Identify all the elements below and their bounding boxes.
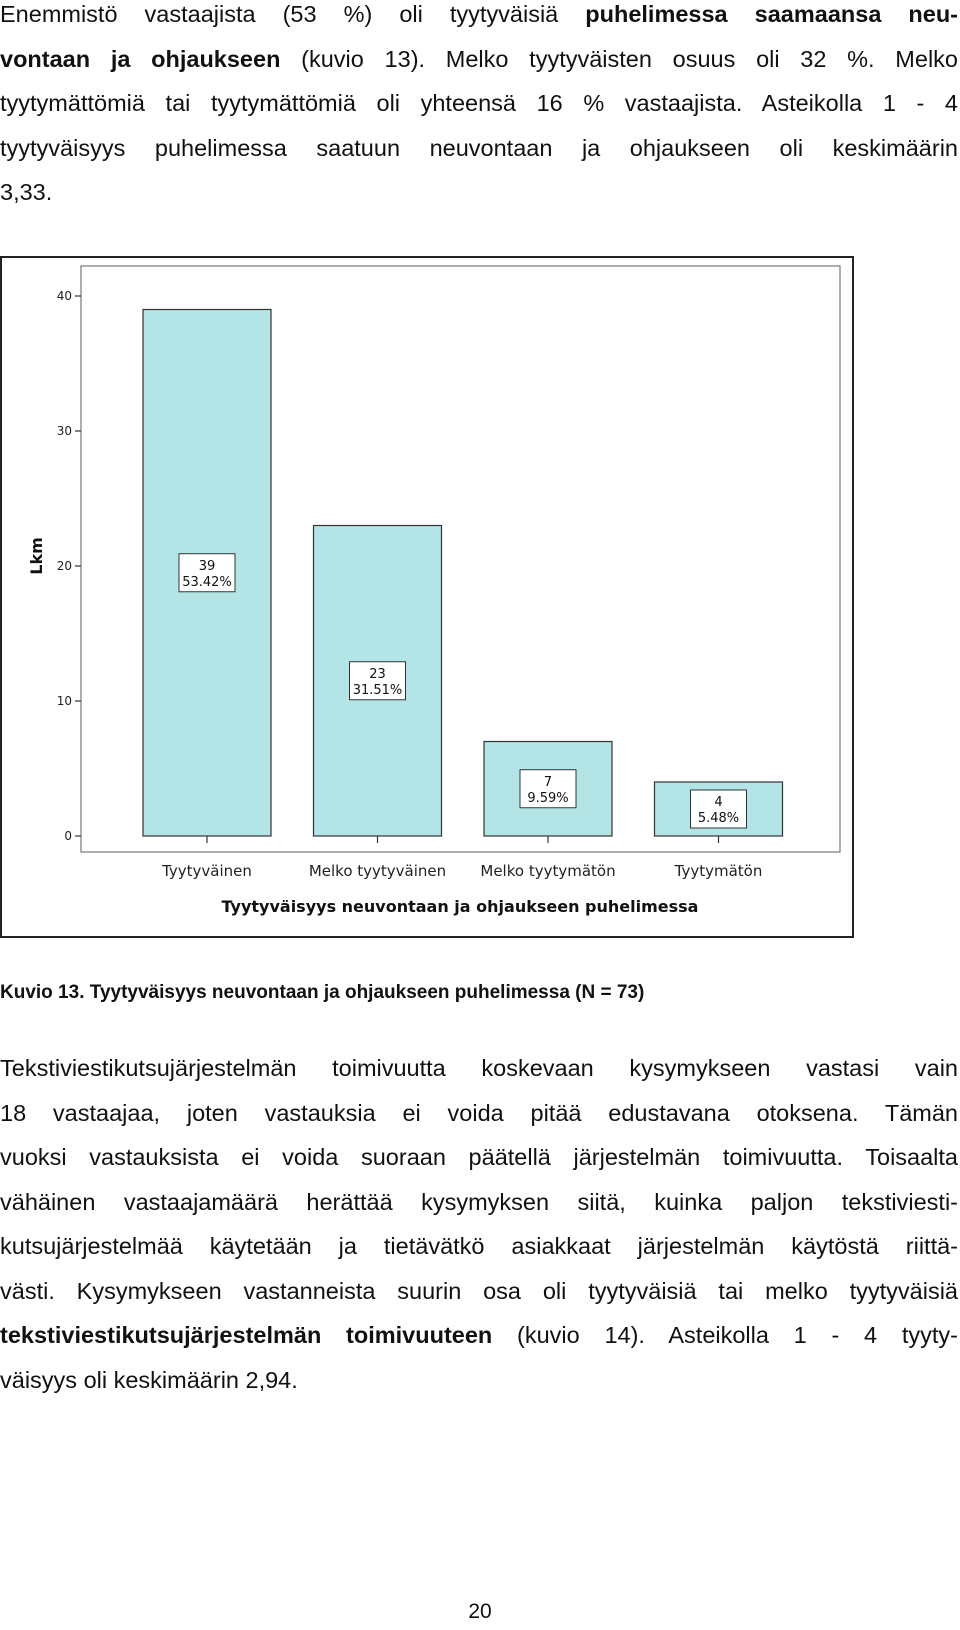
text-line [0,1313,958,1358]
text-line [0,1269,958,1314]
text-line [0,37,958,82]
bar-chart [2,258,852,936]
text-line [0,126,958,171]
data-label-percent: 53.42% [182,574,232,590]
figure-frame [0,256,854,938]
bold-text: puhelimessa saamaansa neu- [585,1,959,27]
page-number: 20 [468,1600,492,1623]
data-label-percent: 9.59% [527,790,569,806]
y-tick-label: 40 [56,289,72,303]
text-line [0,1180,958,1225]
text-line [0,1224,958,1269]
data-label-count: 4 [714,795,723,810]
text-segment: vähäinen vastaajamäärä herättää kysymyksen siitä, kuinka paljon tekstiviesti- [0,1188,958,1215]
text-segment: kutsujärjestelmää käytetään ja tietävätkö asiakkaat järjestelmän käytöstä riittä- [0,1233,958,1259]
x-tick-label: Melko tyytyväinen [308,862,447,880]
data-label-count: 23 [369,666,386,682]
text-line [0,1046,958,1091]
y-tick-label: 10 [56,694,72,708]
text-segment: väisyys oli keskimäärin 2,94. [0,1366,298,1393]
body-paragraph [0,1046,958,1402]
y-tick-label: 20 [56,559,72,573]
data-label-percent: 5.48% [697,811,740,826]
text-segment: tyytyväisyys puhelimessa saatuun neuvontaan ja ohjaukseen oli keskimäärin [0,134,958,161]
text-segment: tyytymättömiä tai tyytymättömiä oli yhteensä 16 % vastaajista. Asteikolla 1 - 4 [0,90,958,116]
text-line [0,81,958,126]
x-tick-label: Melko tyytymätön [480,862,616,880]
text-segment: (kuvio 13). Melko tyytyväisten osuus oli 32 %. Melko [280,45,958,72]
y-tick-label: 0 [64,829,72,843]
text-line [0,170,958,215]
text-line [0,1358,958,1403]
data-label-count: 7 [543,774,553,790]
bold-text: tekstiviestikutsujärjestelmän toimivuuteen [0,1322,493,1348]
data-label-percent: 31.51% [352,682,403,698]
intro-paragraph [0,0,958,215]
text-line [0,0,958,37]
text-segment: vuoksi vastauksista ei voida suoraan päätellä järjestelmän toimivuutta. Toisaalta [0,1144,958,1170]
x-axis-label: Tyytyväisyys neuvontaan ja ohjaukseen puhelimessa [221,897,699,916]
text-segment: (kuvio 14). Asteikolla 1 - 4 tyyty- [492,1322,958,1348]
y-axis [57,289,81,843]
figure-caption: Kuvio 13. Tyytyväisyys neuvontaan ja ohjaukseen puhelimessa (N = 73) [0,982,645,1003]
x-tick-label: Tyytyväinen [162,862,252,880]
bold-text: vontaan ja ohjaukseen [0,45,281,72]
text-line [0,1135,958,1180]
x-tick-label: Tyytymätön [674,862,763,880]
text-segment: Tekstiviestikutsujärjestelmän toimivuutta koskevaan kysymykseen vastasi vain [0,1055,958,1081]
text-line [0,1091,958,1136]
y-axis-label: Lkm [27,537,46,575]
text-segment: 18 vastaajaa, joten vastauksia ei voida pitää edustavana otoksena. Tämän [0,1099,958,1126]
text-segment: Enemmistö vastaajista (53 %) oli tyytyväisiä [0,1,586,27]
y-tick-label: 30 [56,424,72,438]
data-label-count: 39 [198,558,216,574]
text-segment: 3,33. [0,179,53,205]
text-segment: västi. Kysymykseen vastanneista suurin osa oli tyytyväisiä tai melko tyytyväisiä [0,1277,958,1304]
